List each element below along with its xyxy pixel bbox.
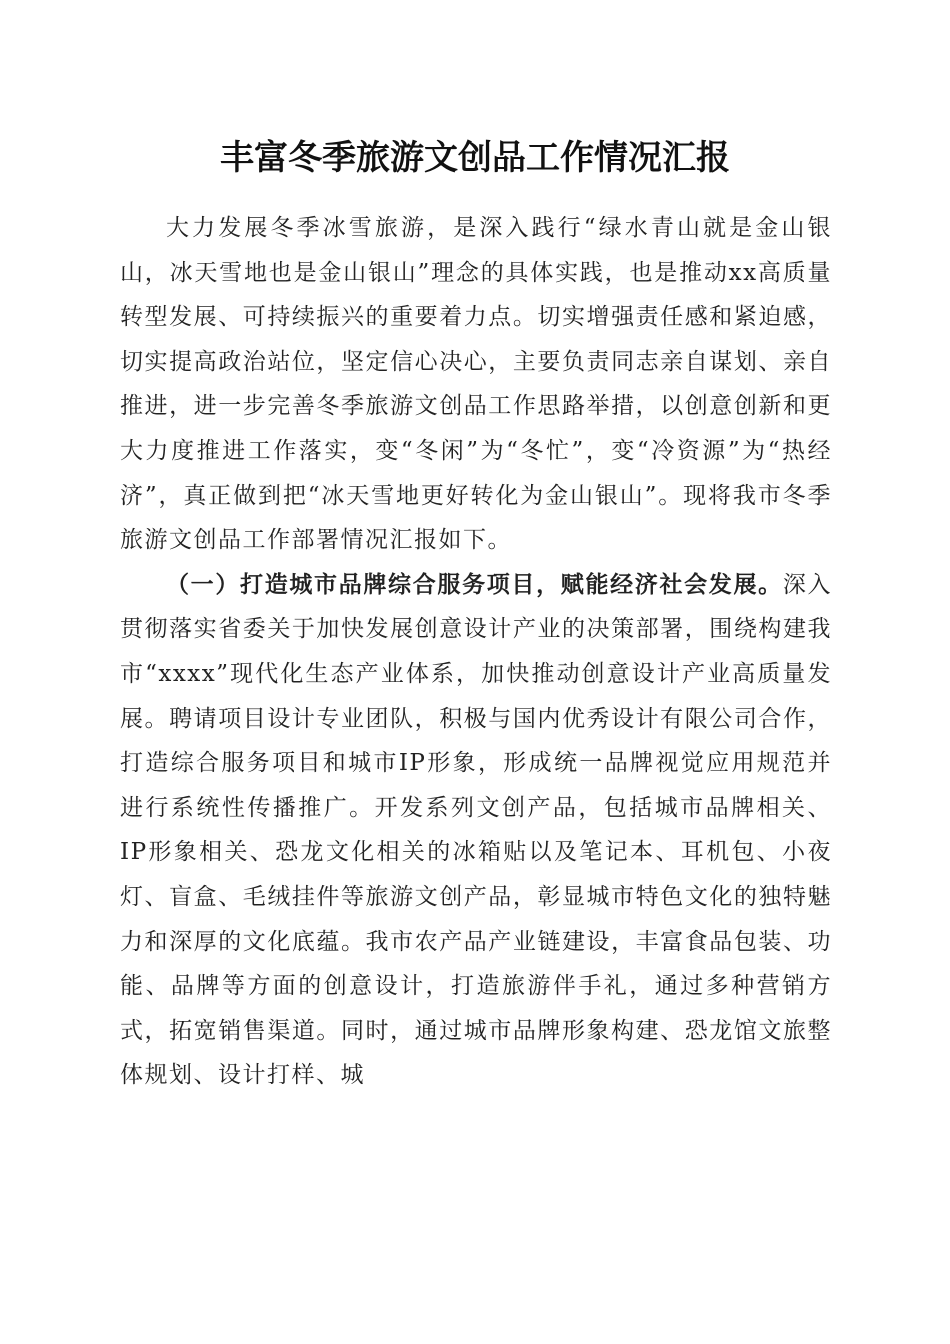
section-1-heading: （一）打造城市品牌综合服务项目，赋能经济社会发展。 bbox=[166, 570, 783, 598]
section-1-paragraph bbox=[120, 563, 832, 1098]
document-body bbox=[120, 206, 832, 1098]
intro-paragraph: 大力发展冬季冰雪旅游，是深入践行“绿水青山就是金山银山，冰天雪地也是金山银山”理念的具体实践，也是推动xx高质量转型发展、可持续振兴的重要着力点。切实增强责任感和紧迫感，切实提高政治站位，坚定信心决心，主要负责同志亲自谋划、亲自推进，进一步完善冬季旅游文创品工作思路举措，以创意创新和更大力度推进工作落实，变“冬闲”为“冬忙”，变“冷资源”为“热经济”，真正做到把“冰天雪地更好转化为金山银山”。现将我市冬季旅游文创品工作部署情况汇报如下。 bbox=[120, 215, 832, 554]
document-title: 丰富冬季旅游文创品工作情况汇报 bbox=[220, 138, 730, 178]
section-1-body: 深入贯彻落实省委关于加快发展创意设计产业的决策部署，围绕构建我市“xxxx”现代化生态产业体系，加快推动创意设计产业高质量发展。聘请项目设计专业团队，积极与国内优秀设计有限公司合作，打造综合服务项目和城市IP形象，形成统一品牌视觉应用规范并进行系统性传播推广。开发系列文创产品，包括城市品牌相关、IP形象相关、恐龙文化相关的冰箱贴以及笔记本、耳机包、小夜灯、盲盒、毛绒挂件等旅游文创产品，彰显城市特色文化的独特魅力和深厚的文化底蕴。我市农产品产业链建设，丰富食品包装、功能、品牌等方面的创意设计，打造旅游伴手礼，通过多种营销方式，拓宽销售渠道。同时，通过城市品牌形象构建、恐龙馆文旅整体规划、设计打样、城 bbox=[120, 571, 833, 1089]
